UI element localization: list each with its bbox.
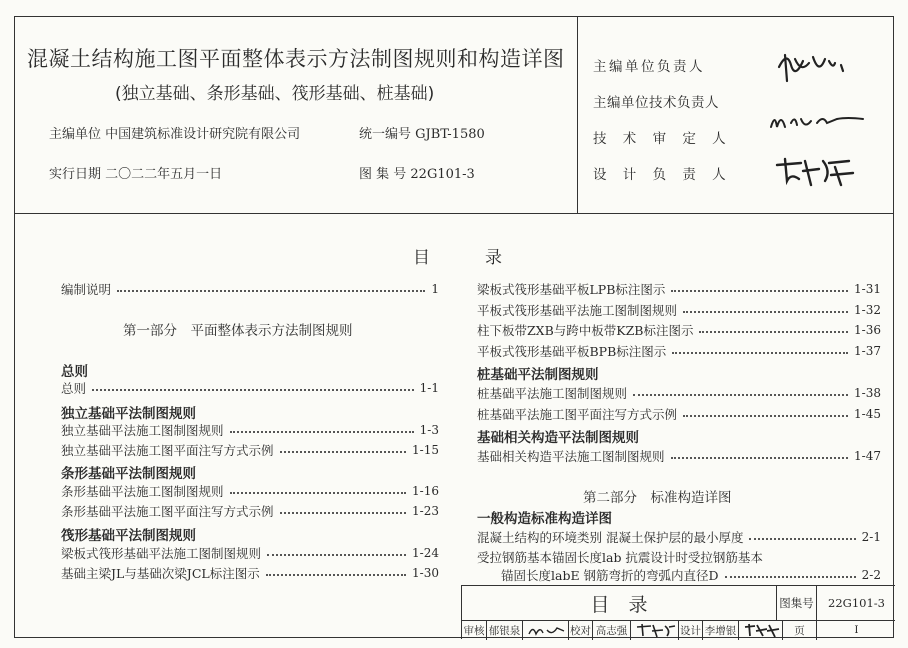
section-heading: 基础相关构造平法制图规则 bbox=[477, 430, 639, 446]
checker-signature bbox=[630, 620, 678, 640]
signature-1 bbox=[773, 45, 853, 85]
section-heading: 桩基础平法制图规则 bbox=[477, 367, 599, 383]
checker-name: 高志强 bbox=[592, 620, 630, 640]
title-block-name: 目 录 bbox=[590, 593, 648, 616]
role-design-lead: 设 计 负 责 人 bbox=[593, 167, 732, 183]
section-heading: 一般构造标准构造详图 bbox=[477, 511, 612, 527]
toc-entry[interactable]: 平板式筏形基础平法施工图制图规则 1-32 bbox=[477, 303, 881, 318]
toc-entry[interactable]: 条形基础平法施工图平面注写方式示例 1-23 bbox=[61, 504, 439, 519]
toc-entry[interactable]: 混凝土结构的环境类别 混凝土保护层的最小厚度 2-1 bbox=[477, 530, 881, 545]
review-label: 审核 bbox=[463, 624, 485, 637]
title-block bbox=[461, 585, 895, 639]
toc-entry[interactable]: 桩基础平法施工图平面注写方式示例 1-45 bbox=[477, 407, 881, 422]
atlas-number: 图 集 号 22G101-3 bbox=[359, 167, 475, 182]
toc-entry[interactable]: 基础相关构造平法施工图制图规则 1-47 bbox=[477, 449, 881, 464]
toc-entry[interactable]: 柱下板带ZXB与跨中板带KZB标注图示 1-36 bbox=[477, 323, 881, 338]
effective-date: 实行日期 二〇二二年五月一日 bbox=[49, 167, 223, 182]
designer-name: 李增银 bbox=[702, 620, 738, 640]
section-heading: 条形基础平法制图规则 bbox=[61, 466, 196, 482]
toc-entry[interactable]: 基础主梁JL与基础次梁JCL标注图示 1-30 bbox=[61, 566, 439, 581]
reviewer-signature bbox=[522, 620, 568, 640]
page-subtitle: (独立基础、条形基础、筏形基础、桩基础) bbox=[115, 84, 435, 104]
header-divider bbox=[577, 17, 578, 213]
signature-3 bbox=[771, 151, 861, 191]
unified-number: 统一编号 GJBT-1580 bbox=[359, 127, 485, 142]
page-title: 混凝土结构施工图平面整体表示方法制图规则和构造详图 bbox=[27, 47, 565, 71]
section-heading: 独立基础平法制图规则 bbox=[61, 406, 196, 422]
toc-entry[interactable]: 锚固长度labE 钢筋弯折的弯弧内直径D 2-2 bbox=[501, 568, 881, 583]
section-heading: 筏形基础平法制图规则 bbox=[61, 528, 196, 544]
toc-title-char-1: 目 bbox=[413, 248, 430, 268]
toc-entry[interactable]: 独立基础平法施工图平面注写方式示例 1-15 bbox=[61, 443, 439, 458]
reviewer-name: 郁银泉 bbox=[486, 620, 522, 640]
toc-entry-continued[interactable]: 受拉钢筋基本锚固长度lab 抗震设计时受拉钢筋基本 bbox=[477, 550, 763, 565]
toc-title-char-2: 录 bbox=[485, 248, 502, 268]
toc-entry[interactable]: 编制说明 1 bbox=[61, 282, 439, 297]
role-tech-chief: 主编单位技术负责人 bbox=[593, 95, 719, 111]
drawing-frame bbox=[14, 16, 894, 638]
design-label: 设计 bbox=[678, 620, 702, 640]
editor-unit: 主编单位 中国建筑标准设计研究院有限公司 bbox=[49, 127, 301, 142]
page-label: 页 bbox=[782, 620, 816, 640]
toc-entry[interactable]: 平板式筏形基础平板BPB标注图示 1-37 bbox=[477, 344, 881, 359]
page-value: I bbox=[816, 620, 896, 640]
toc-entry[interactable]: 梁板式筏形基础平板LPB标注图示 1-31 bbox=[477, 282, 881, 297]
toc-entry[interactable]: 桩基础平法施工图制图规则 1-38 bbox=[477, 386, 881, 401]
toc-entry[interactable]: 条形基础平法施工图制图规则 1-16 bbox=[61, 484, 439, 499]
atlas-value: 22G101-3 bbox=[816, 586, 896, 620]
part1-heading: 第一部分 平面整体表示方法制图规则 bbox=[123, 323, 353, 339]
part2-heading: 第二部分 标准构造详图 bbox=[583, 490, 732, 506]
toc-entry[interactable]: 独立基础平法施工图制图规则 1-3 bbox=[61, 423, 439, 438]
role-chief-unit: 主编单位负责人 bbox=[593, 59, 705, 75]
role-reviewer: 技 术 审 定 人 bbox=[593, 131, 732, 147]
designer-signature bbox=[738, 620, 782, 640]
toc-entry[interactable]: 梁板式筏形基础平法施工图制图规则 1-24 bbox=[61, 546, 439, 561]
atlas-label: 图集号 bbox=[776, 586, 816, 620]
check-label: 校对 bbox=[568, 620, 592, 640]
section-heading: 总则 bbox=[61, 364, 88, 380]
header bbox=[15, 17, 893, 214]
toc-entry[interactable]: 总则 1-1 bbox=[61, 381, 439, 396]
signature-2 bbox=[767, 105, 867, 137]
